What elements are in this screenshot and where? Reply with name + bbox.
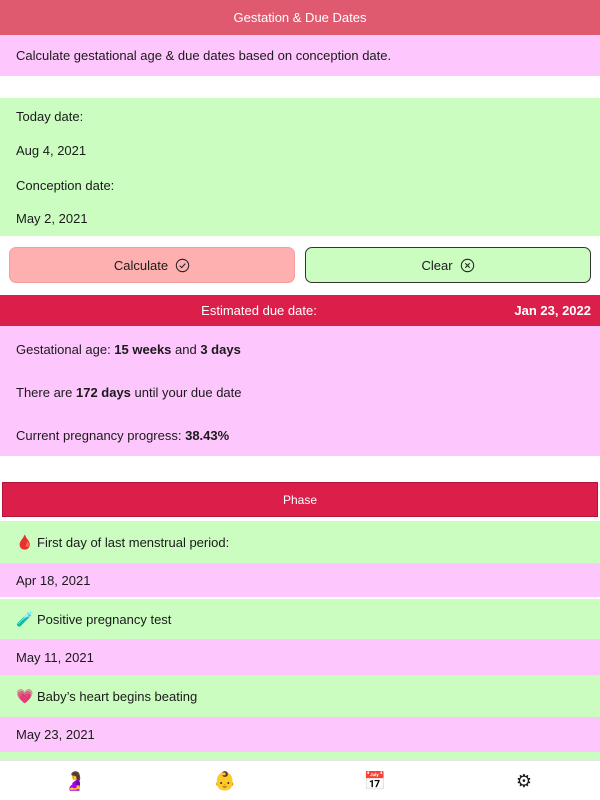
check-circle-icon <box>175 258 190 273</box>
progress-line <box>16 428 229 443</box>
clear-button[interactable] <box>305 247 591 283</box>
gestational-age-prefix: Gestational age: <box>16 342 115 357</box>
phase-item-date: May 23, 2021 <box>16 727 95 742</box>
intro-panel <box>0 35 600 76</box>
today-date-label: Today date: <box>16 109 84 124</box>
phase-header <box>2 482 598 517</box>
settings-icon: ⚙ <box>515 770 533 791</box>
due-date-bar <box>0 295 600 326</box>
intro-text: Calculate gestational age & due dates based on conception date. <box>16 48 392 63</box>
x-circle-icon <box>460 258 475 273</box>
tab-mother[interactable] <box>63 769 87 793</box>
today-date-value[interactable]: Aug 4, 2021 <box>16 143 87 158</box>
progress-prefix: Current pregnancy progress: <box>16 428 186 443</box>
phase-item-label: First day of last menstrual period: <box>37 534 230 550</box>
phase-item-label: Positive pregnancy test <box>37 611 172 627</box>
phase-item-period <box>0 521 600 563</box>
progress-value: 38.43% <box>185 428 230 443</box>
tab-baby[interactable] <box>213 769 237 793</box>
days-remaining-prefix: There are <box>16 385 76 400</box>
gestational-age-days: 3 days <box>200 342 241 357</box>
app-title: Gestation & Due Dates <box>233 10 367 25</box>
phase-item-test <box>0 599 600 639</box>
calendar-icon: 📅 <box>363 770 387 791</box>
phase-item-heart-date <box>0 717 600 752</box>
tab-settings[interactable] <box>512 769 536 793</box>
app-title-bar <box>0 0 600 35</box>
dates-panel <box>0 98 600 236</box>
baby-icon: 👶 <box>213 770 237 791</box>
tab-calendar[interactable] <box>363 769 387 793</box>
results-panel <box>0 326 600 456</box>
mother-icon: 🤰 <box>63 770 87 791</box>
days-remaining-value: 172 days <box>75 385 131 400</box>
phase-item-period-date <box>0 563 600 597</box>
phase-item-date: May 11, 2021 <box>16 649 94 665</box>
heart-icon: 💗 <box>16 687 34 704</box>
period-icon: 🩸 <box>16 533 34 550</box>
gestational-age-line <box>16 342 241 357</box>
days-remaining-line <box>16 385 242 400</box>
phase-item-heart <box>0 675 600 717</box>
conception-date-value[interactable]: May 2, 2021 <box>16 211 88 226</box>
bottom-tab-bar <box>0 760 600 800</box>
due-date-label: Estimated due date: <box>201 303 317 318</box>
days-remaining-suffix: until your due date <box>130 385 242 400</box>
gestational-age-and: and <box>171 342 201 357</box>
gestational-age-weeks: 15 weeks <box>114 342 172 357</box>
phase-item-next-partial <box>0 752 600 760</box>
clear-button-label: Clear <box>421 257 453 273</box>
conception-date-label: Conception date: <box>16 178 115 193</box>
phase-item-label: Baby’s heart begins beating <box>37 688 198 704</box>
phase-item-test-date <box>0 639 600 675</box>
phase-item-date: Apr 18, 2021 <box>16 572 91 588</box>
pregnancy-test-icon: 🧪 <box>16 610 34 627</box>
calculate-button-label: Calculate <box>113 257 169 273</box>
calculate-button[interactable] <box>9 247 295 283</box>
phase-header-label: Phase <box>282 492 318 507</box>
due-date-value: Jan 23, 2022 <box>514 303 591 318</box>
